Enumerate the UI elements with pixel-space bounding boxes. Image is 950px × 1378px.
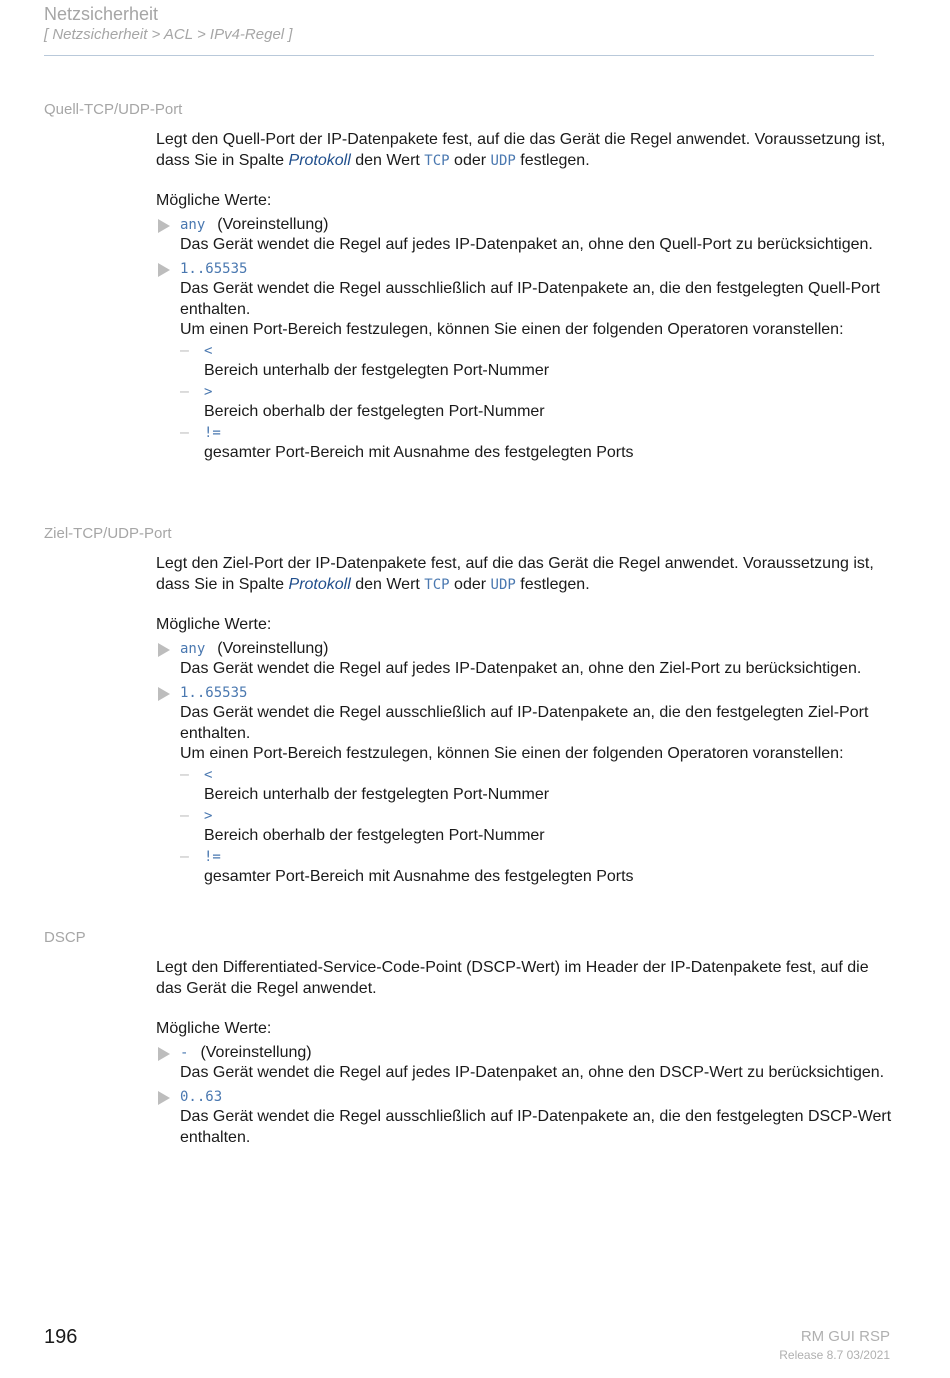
section-heading-destination-port: Ziel-TCP/UDP-Port [44,525,172,542]
possible-values-label: Mögliche Werte: [156,192,272,209]
value-code: 1..65535 [180,684,248,701]
value-item [156,683,896,888]
intro-text: festlegen. [515,151,590,169]
value-code: any [180,216,206,233]
section-intro [156,554,896,595]
operator-item [180,382,896,423]
dash-bullet-icon: – [180,341,189,359]
header-divider [44,55,874,56]
dash-bullet-icon: – [180,847,189,865]
operator-description: Bereich unterhalb der festgelegten Port-Nummer [204,786,550,803]
operator-code: > [204,383,213,400]
section-heading-source-port: Quell-TCP/UDP-Port [44,101,183,118]
dash-bullet-icon: – [180,382,189,400]
value-description-operators: Um einen Port-Bereich festzulegen, können Sie einen der folgenden Operatoren voranstellen: [180,745,844,762]
value-description-operators: Um einen Port-Bereich festzulegen, können Sie einen der folgenden Operatoren voranstellen: [180,321,844,338]
code-udp: UDP [490,152,516,169]
bullet-triangle-icon [158,1091,170,1105]
section-body-destination-port [156,554,896,888]
protocol-column-reference: Protokoll [288,575,351,593]
operator-code: != [204,848,221,865]
intro-text: den Wert [350,151,425,169]
operator-code: < [204,342,213,359]
bullet-triangle-icon [158,263,170,277]
operator-code: < [204,766,213,783]
operator-description: Bereich oberhalb der festgelegten Port-Nummer [204,403,545,420]
possible-values-label: Mögliche Werte: [156,1020,272,1037]
default-note: (Voreinstellung) [200,1043,312,1061]
intro-text: festlegen. [515,575,590,593]
value-description: Das Gerät wendet die Regel auf jedes IP-Datenpaket an, ohne den DSCP-Wert zu berücksichtigen. [180,1064,885,1081]
release-info: Release 8.7 03/2021 [779,1348,890,1362]
value-code: - [180,1044,189,1061]
value-description: Das Gerät wendet die Regel ausschließlich auf IP-Datenpakete an, die den festgelegten Ziel-Port enthalten. [180,704,869,742]
code-udp: UDP [490,576,516,593]
operator-item [180,765,896,806]
section-body-source-port [156,130,896,464]
value-description: Das Gerät wendet die Regel ausschließlich auf IP-Datenpakete an, die den festgelegten DSCP-Wert enthalten. [180,1108,892,1146]
value-description: Das Gerät wendet die Regel ausschließlich auf IP-Datenpakete an, die den festgelegten Quell-Port enthalten. [180,280,880,318]
value-item [156,1087,896,1149]
value-item [156,639,896,680]
dash-bullet-icon: – [180,423,189,441]
operator-description: gesamter Port-Bereich mit Ausnahme des festgelegten Ports [204,444,634,461]
protocol-column-reference: Protokoll [288,151,351,169]
value-code: 1..65535 [180,260,248,277]
value-item [156,215,896,256]
value-description: Das Gerät wendet die Regel auf jedes IP-Datenpaket an, ohne den Ziel-Port zu berücksichtigen. [180,660,862,677]
operator-item [180,806,896,847]
intro-text: oder [449,151,491,169]
operator-item [180,423,896,464]
bullet-triangle-icon [158,1047,170,1061]
intro-text: den Wert [350,575,425,593]
value-code: any [180,640,206,657]
section-body-dscp [156,958,896,1148]
operator-item [180,341,896,382]
section-intro: Legt den Differentiated-Service-Code-Point (DSCP-Wert) im Header der IP-Datenpakete fest, auf die das Gerät die Regel anwendet. [156,959,869,997]
operator-code: != [204,424,221,441]
bullet-triangle-icon [158,687,170,701]
section-intro [156,130,896,171]
operator-code: > [204,807,213,824]
value-code: 0..63 [180,1088,223,1105]
intro-text: Legt den Ziel-Port der IP-Datenpakete fest, auf die das Gerät die Regel anwendet. Voraussetzung ist, dass Sie in Spalte [156,555,874,593]
operator-description: Bereich oberhalb der festgelegten Port-Nummer [204,827,545,844]
code-tcp: TCP [424,152,450,169]
code-tcp: TCP [424,576,450,593]
intro-text: oder [449,575,491,593]
value-item [156,1043,896,1084]
document-name: RM GUI RSP [800,1328,890,1345]
value-description: Das Gerät wendet die Regel auf jedes IP-Datenpaket an, ohne den Quell-Port zu berücksichtigen. [180,236,873,253]
intro-text: Legt den Quell-Port der IP-Datenpakete fest, auf die das Gerät die Regel anwendet. Voraussetzung ist, dass Sie in Spalte [156,131,886,169]
possible-values-label: Mögliche Werte: [156,616,272,633]
breadcrumb: [ Netzsicherheit > ACL > IPv4-Regel ] [44,26,293,43]
page-header-title: Netzsicherheit [44,4,159,24]
operator-description: Bereich unterhalb der festgelegten Port-Nummer [204,362,550,379]
default-note: (Voreinstellung) [217,639,329,657]
dash-bullet-icon: – [180,765,189,783]
page-number: 196 [44,1326,78,1348]
dash-bullet-icon: – [180,806,189,824]
default-note: (Voreinstellung) [217,215,329,233]
bullet-triangle-icon [158,643,170,657]
value-item [156,259,896,464]
bullet-triangle-icon [158,219,170,233]
operator-item [180,847,896,888]
operator-description: gesamter Port-Bereich mit Ausnahme des festgelegten Ports [204,868,634,885]
section-heading-dscp: DSCP [44,929,86,946]
